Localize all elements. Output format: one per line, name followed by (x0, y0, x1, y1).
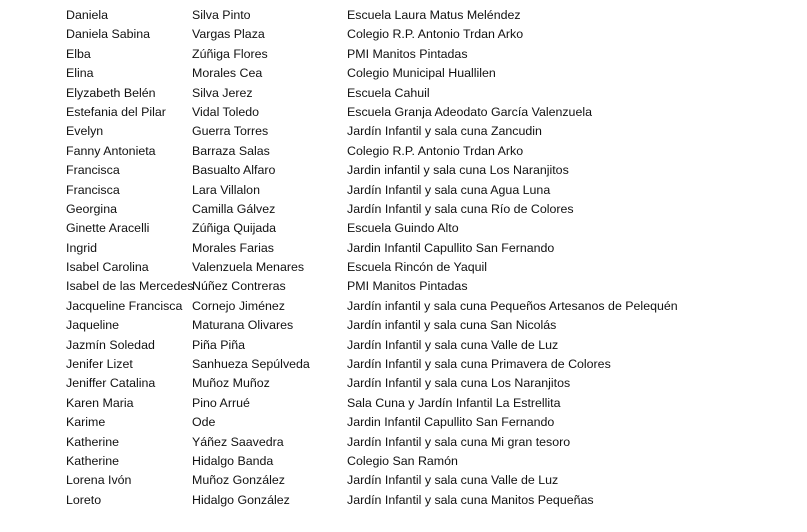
school-cell: Jardín Infantil y sala cuna Río de Colores (347, 201, 574, 216)
school-cell: Jardin Infantil Capullito San Fernando (347, 415, 555, 430)
last-name-cell: Morales Cea (192, 66, 263, 81)
school-cell: Escuela Cahuil (347, 85, 430, 100)
first-name-cell: Fanny Antonieta (66, 143, 156, 158)
first-name-cell: Ingrid (66, 240, 97, 255)
school-cell: Jardín Infantil y sala cuna Zancudin (347, 124, 542, 139)
last-name-cell: Silva Jerez (192, 85, 253, 100)
table-row (66, 161, 796, 180)
school-cell: Jardin infantil y sala cuna Los Naranjitos (347, 163, 569, 178)
school-cell: Sala Cuna y Jardín Infantil La Estrellita (347, 395, 561, 410)
first-name-cell: Daniela Sabina (66, 27, 151, 42)
first-name-cell: Lorena Ivón (66, 473, 132, 488)
table-row (66, 64, 796, 83)
last-name-cell: Camilla Gálvez (192, 201, 276, 216)
last-name-cell: Basualto Alfaro (192, 163, 276, 178)
first-name-cell: Katherine (66, 453, 120, 468)
school-cell: Escuela Rincón de Yaquil (347, 260, 488, 275)
last-name-cell: Vargas Plaza (192, 27, 265, 42)
first-name-cell: Loreto (66, 492, 102, 507)
school-cell: Escuela Guindo Alto (347, 221, 459, 236)
last-name-cell: Sanhueza Sepúlveda (192, 357, 310, 372)
first-name-cell: Jenifer Lizet (66, 357, 133, 372)
first-name-cell: Karime (66, 415, 106, 430)
school-cell: Jardín infantil y sala cuna Pequeños Artesanos de Pelequén (347, 298, 678, 313)
table-row (66, 413, 796, 432)
table-row (66, 122, 796, 141)
first-name-cell: Francisca (66, 163, 120, 178)
table-row (66, 258, 796, 277)
first-name-cell: Jeniffer Catalina (66, 376, 156, 391)
table-row (66, 103, 796, 122)
school-cell: Jardín infantil y sala cuna San Nicolás (347, 318, 557, 333)
table-row (66, 84, 796, 103)
school-cell: Jardín Infantil y sala cuna Primavera de Colores (347, 357, 611, 372)
last-name-cell: Ode (192, 415, 216, 430)
table-row (66, 181, 796, 200)
first-name-cell: Jazmín Soledad (66, 337, 155, 352)
last-name-cell: Maturana Olivares (192, 318, 294, 333)
table-row (66, 355, 796, 374)
first-name-cell: Estefania del Pilar (66, 104, 166, 119)
school-cell: Colegio R.P. Antonio Trdan Arko (347, 143, 524, 158)
first-name-cell: Isabel de las Mercedes (66, 279, 194, 294)
table-row (66, 491, 796, 510)
first-name-cell: Jaqueline (66, 318, 120, 333)
first-name-cell: Francisca (66, 182, 120, 197)
first-name-cell: Daniela (66, 8, 109, 22)
school-cell: Colegio Municipal Huallilen (347, 66, 496, 81)
table-row (66, 6, 796, 25)
last-name-cell: Silva Pinto (192, 8, 251, 22)
school-cell: Jardín Infantil y sala cuna Valle de Luz (347, 337, 559, 352)
first-name-cell: Katherine (66, 434, 120, 449)
first-name-cell: Ginette Aracelli (66, 221, 150, 236)
table-row (66, 142, 796, 161)
last-name-cell: Yáñez Saavedra (192, 434, 284, 449)
first-name-cell: Isabel Carolina (66, 260, 149, 275)
last-name-cell: Muñoz González (192, 473, 285, 488)
last-name-cell: Zúñiga Flores (192, 46, 268, 61)
table-row (66, 433, 796, 452)
table-row (66, 374, 796, 393)
school-cell: Jardin Infantil Capullito San Fernando (347, 240, 555, 255)
school-cell: Jardín Infantil y sala cuna Agua Luna (347, 182, 551, 197)
first-name-cell: Evelyn (66, 124, 104, 139)
school-cell: PMI Manitos Pintadas (347, 279, 468, 294)
school-cell: Escuela Laura Matus Meléndez (347, 8, 521, 22)
last-name-cell: Guerra Torres (192, 124, 269, 139)
last-name-cell: Núñez Contreras (192, 279, 286, 294)
school-cell: Escuela Granja Adeodato García Valenzuela (347, 104, 592, 119)
roster-table (66, 6, 796, 510)
last-name-cell: Muñoz Muñoz (192, 376, 270, 391)
first-name-cell: Jacqueline Francisca (66, 298, 183, 313)
table-row (66, 336, 796, 355)
school-cell: Colegio R.P. Antonio Trdan Arko (347, 27, 524, 42)
first-name-cell: Elba (66, 46, 91, 61)
school-cell: Jardín Infantil y sala cuna Manitos Pequeñas (347, 492, 594, 507)
school-cell: Colegio San Ramón (347, 453, 458, 468)
last-name-cell: Hidalgo González (192, 492, 290, 507)
last-name-cell: Valenzuela Menares (192, 260, 305, 275)
table-row (66, 394, 796, 413)
table-row (66, 219, 796, 238)
school-cell: PMI Manitos Pintadas (347, 46, 468, 61)
last-name-cell: Vidal Toledo (192, 104, 260, 119)
last-name-cell: Lara Villalon (192, 182, 260, 197)
table-row (66, 316, 796, 335)
table-row (66, 25, 796, 44)
school-cell: Jardín Infantil y sala cuna Mi gran tesoro (347, 434, 571, 449)
last-name-cell: Hidalgo Banda (192, 453, 274, 468)
table-row (66, 277, 796, 296)
first-name-cell: Elina (66, 66, 94, 81)
table-row (66, 200, 796, 219)
last-name-cell: Piña Piña (192, 337, 246, 352)
last-name-cell: Cornejo Jiménez (192, 298, 285, 313)
last-name-cell: Barraza Salas (192, 143, 270, 158)
last-name-cell: Pino Arrué (192, 395, 250, 410)
table-row (66, 452, 796, 471)
first-name-cell: Karen Maria (66, 395, 134, 410)
school-cell: Jardín Infantil y sala cuna Los Naranjitos (347, 376, 571, 391)
school-cell: Jardín Infantil y sala cuna Valle de Luz (347, 473, 559, 488)
first-name-cell: Elyzabeth Belén (66, 85, 156, 100)
last-name-cell: Zúñiga Quijada (192, 221, 277, 236)
table-row (66, 297, 796, 316)
last-name-cell: Morales Farias (192, 240, 274, 255)
table-row (66, 239, 796, 258)
first-name-cell: Georgina (66, 201, 117, 216)
table-row (66, 471, 796, 490)
table-row (66, 45, 796, 64)
